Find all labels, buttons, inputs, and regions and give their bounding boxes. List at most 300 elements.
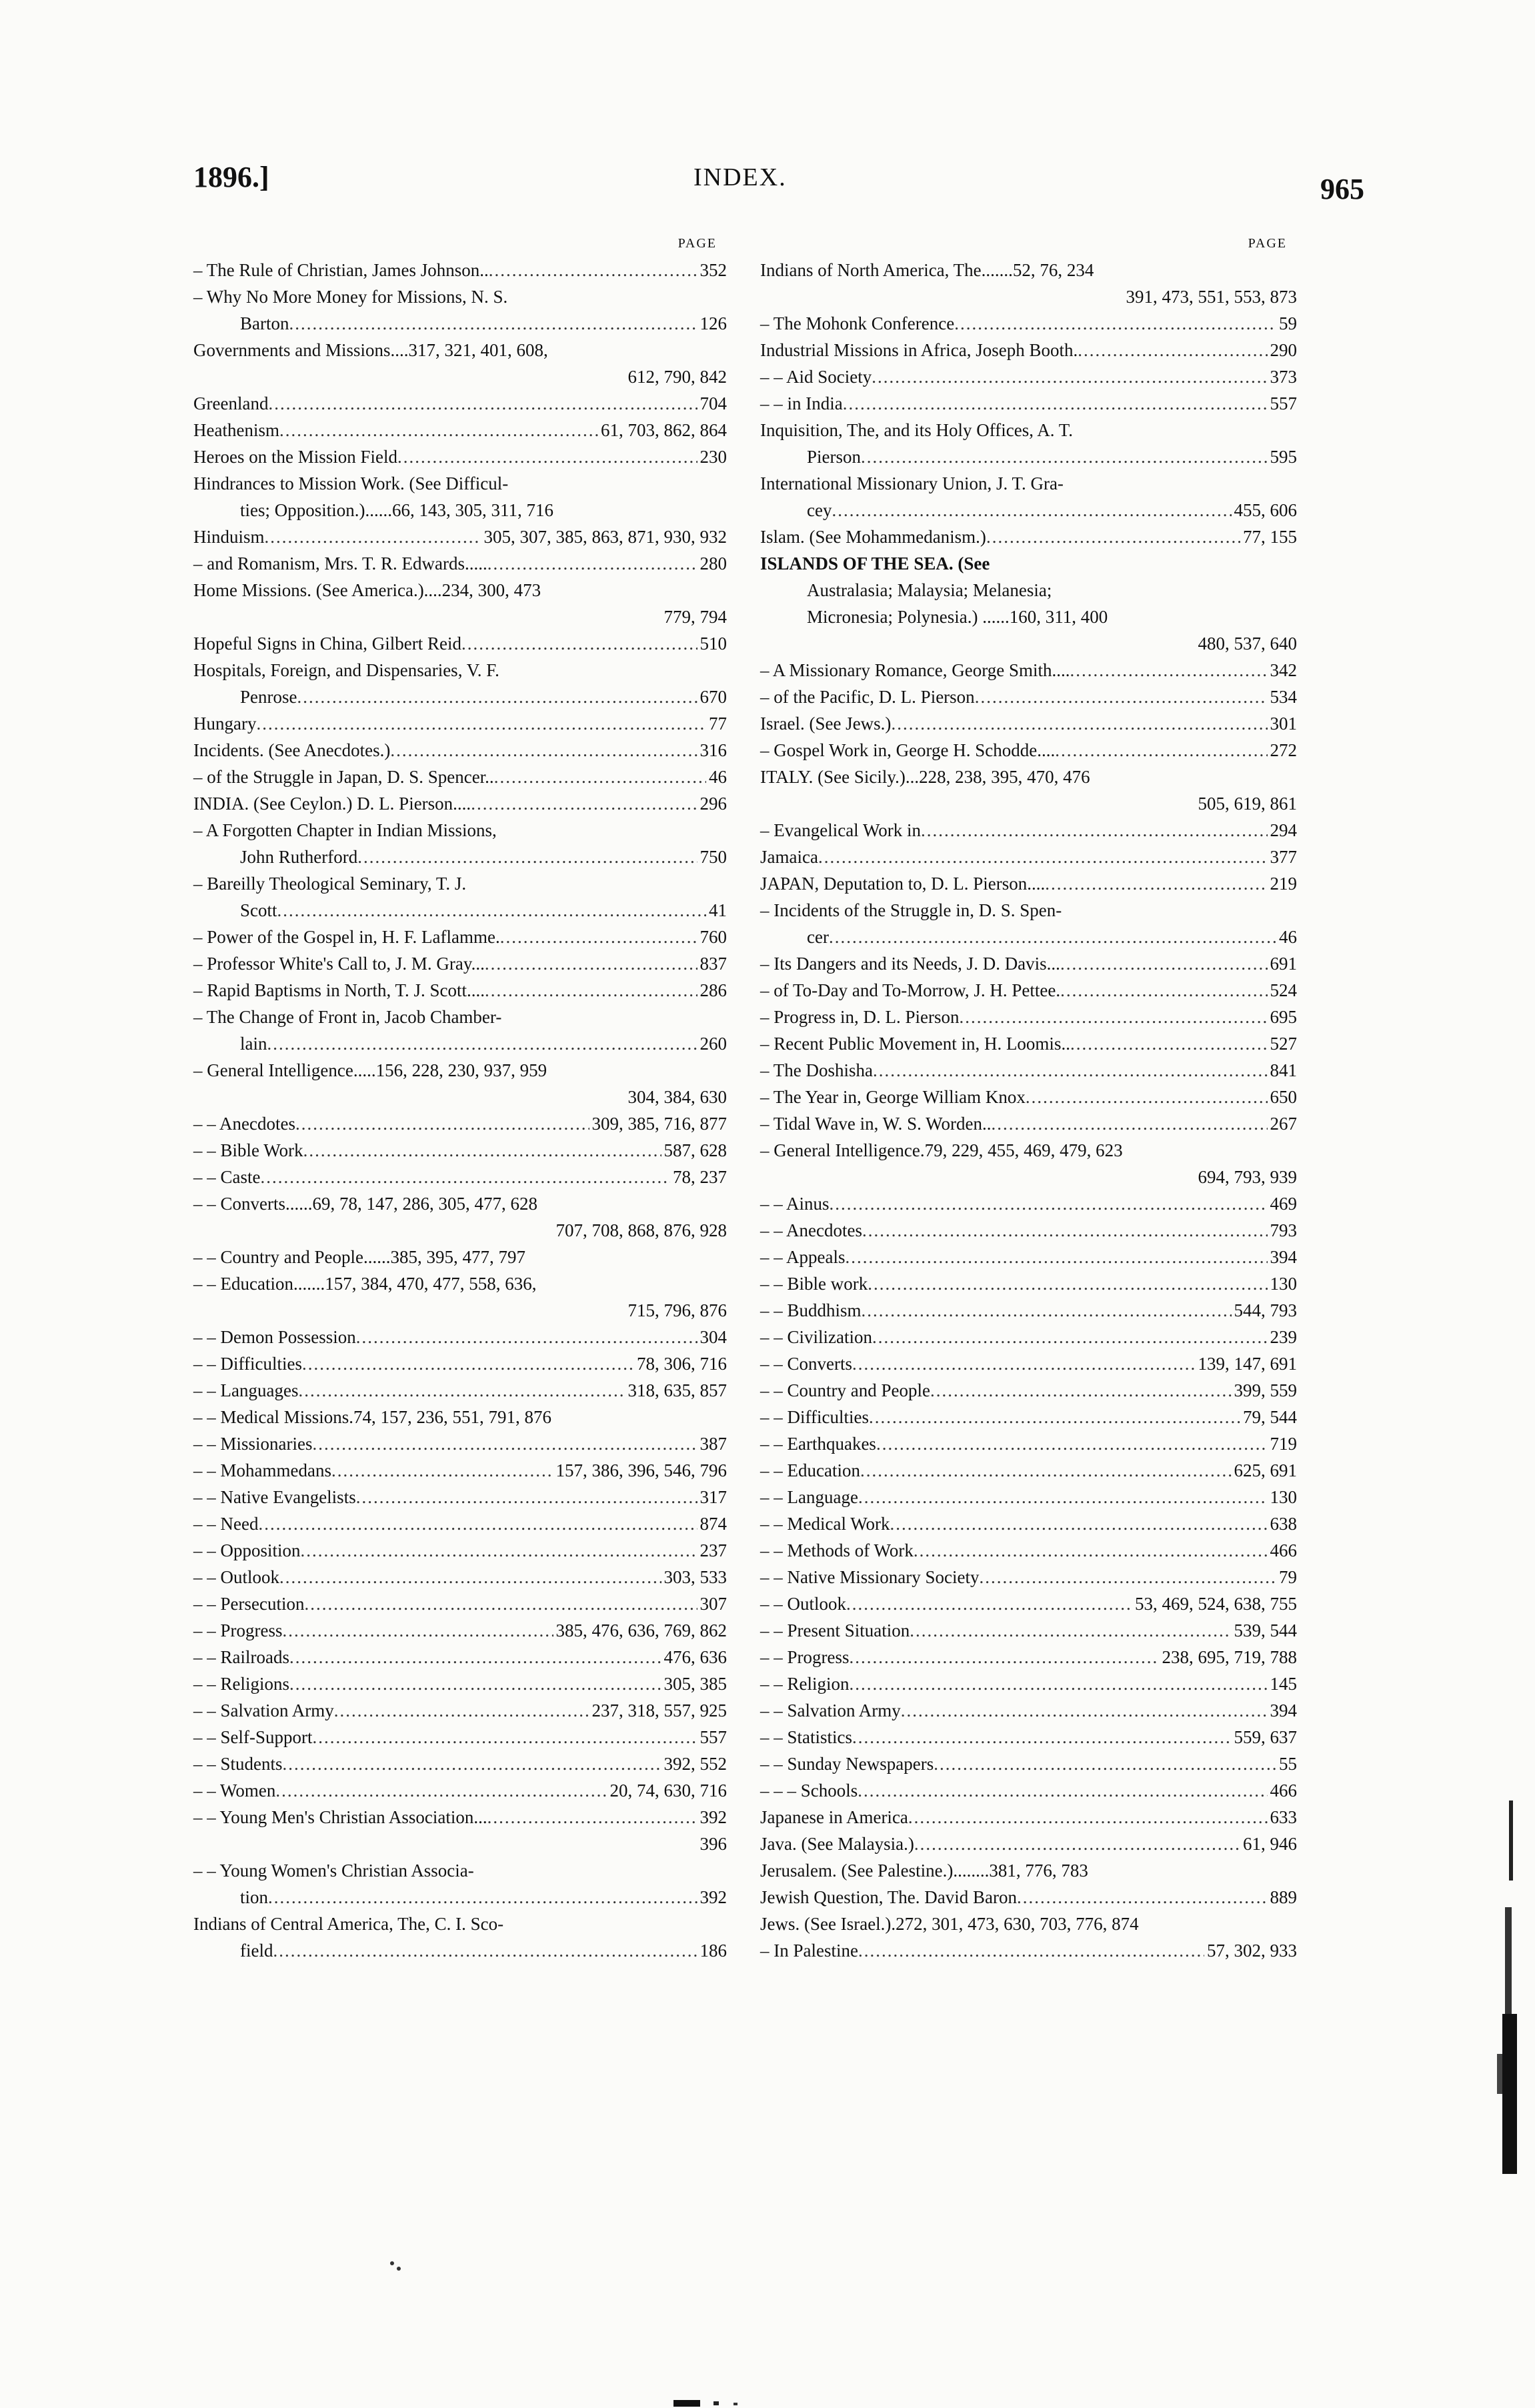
- index-entry-text: – – Students: [193, 1754, 283, 1774]
- index-entry: [760, 523, 1297, 550]
- index-entry: [193, 1617, 727, 1644]
- index-entry: [760, 924, 1297, 950]
- leader-dots: [852, 1350, 1196, 1377]
- index-entry-text: tion: [240, 1887, 269, 1907]
- leader-dots: [1060, 950, 1268, 977]
- index-entry-pages: 793: [1270, 1220, 1297, 1240]
- index-entry-pages: 307: [699, 1594, 727, 1614]
- index-entry: [760, 1484, 1297, 1510]
- index-entry-text: – – Persecution: [193, 1594, 305, 1614]
- index-entry: [760, 1831, 1297, 1857]
- index-entry: [193, 1430, 727, 1457]
- index-entry: [760, 710, 1297, 737]
- index-entry: [193, 577, 727, 604]
- index-entry-pages: 309, 385, 716, 877: [591, 1114, 727, 1134]
- index-entry-text: Jewish Question, The. David Baron: [760, 1887, 1017, 1907]
- leader-dots: [891, 710, 1267, 737]
- index-entry-text: JAPAN, Deputation to, D. L. Pierson....: [760, 874, 1046, 894]
- leader-dots: [1055, 737, 1267, 764]
- index-entry: [760, 1004, 1297, 1030]
- index-entry: [760, 1430, 1297, 1457]
- index-entry-pages: 650: [1270, 1087, 1297, 1107]
- index-entry: [760, 1457, 1297, 1484]
- index-entry-pages: 130: [1270, 1274, 1297, 1294]
- index-entry: [760, 1244, 1297, 1270]
- index-entry: [193, 1510, 727, 1537]
- index-entry-pages: 41: [709, 900, 727, 920]
- index-entry-text: Hinduism: [193, 527, 265, 547]
- index-entry-text: – – Country and People......385, 395, 477, 797: [193, 1247, 525, 1267]
- index-entry: [760, 737, 1297, 764]
- leader-dots: [908, 1804, 1268, 1831]
- index-entry-pages: 79, 544: [1243, 1407, 1297, 1427]
- index-entry-text: – – Religion: [760, 1674, 850, 1694]
- index-entry: [193, 337, 727, 363]
- index-entry-text: – The Mohonk Conference: [760, 313, 955, 333]
- index-entry-text: – – Native Missionary Society: [760, 1567, 980, 1587]
- index-entry-text: International Missionary Union, J. T. Gra-: [760, 473, 1064, 493]
- index-entry: [193, 310, 727, 337]
- index-column-left: [193, 230, 727, 1964]
- leader-dots: [279, 417, 598, 443]
- index-entry-pages: 57, 302, 933: [1207, 1941, 1297, 1961]
- leader-dots: [852, 1724, 1231, 1750]
- leader-dots: [313, 1724, 697, 1750]
- leader-dots: [910, 1617, 1231, 1644]
- index-entry-text: Scott: [240, 900, 277, 920]
- index-entry-text: – The Change of Front in, Jacob Chamber-: [193, 1007, 502, 1027]
- index-entry: [193, 470, 727, 497]
- leader-dots: [256, 710, 706, 737]
- index-entry-text: – Professor White's Call to, J. M. Gray...: [193, 954, 485, 974]
- index-entry-pages: 587, 628: [663, 1140, 727, 1160]
- index-entry: [193, 1857, 727, 1884]
- index-entry-pages: 20, 74, 630, 716: [609, 1780, 727, 1800]
- index-entry: [760, 1270, 1297, 1297]
- index-entry: [193, 764, 727, 790]
- index-entry-pages: 130: [1270, 1487, 1297, 1507]
- index-entry-pages: 342: [1270, 660, 1297, 680]
- index-entry-text: – – Demon Possession: [193, 1327, 356, 1347]
- index-entry: [193, 870, 727, 897]
- index-entry-pages: 466: [1270, 1780, 1297, 1800]
- index-entry-pages: 691: [1270, 954, 1297, 974]
- index-entry-text: Governments and Missions....317, 321, 401, 608,: [193, 340, 548, 360]
- index-entry-pages: 61, 946: [1243, 1834, 1297, 1854]
- index-entry-text: – – Need: [193, 1514, 259, 1534]
- leader-dots: [954, 310, 1276, 337]
- index-entry: [760, 950, 1297, 977]
- index-entry: [760, 257, 1297, 283]
- index-entry: [193, 657, 727, 684]
- index-entry-pages: 534: [1270, 687, 1297, 707]
- index-entry-text: – – Ainus: [760, 1194, 830, 1214]
- index-entry: [760, 1297, 1297, 1324]
- index-entry-pages: 392: [699, 1807, 727, 1827]
- index-entry-text: Hungary: [193, 714, 257, 734]
- index-entry-text: – – Appeals: [760, 1247, 846, 1267]
- leader-dots: [1026, 1084, 1268, 1110]
- index-entry-text: cer: [807, 927, 829, 947]
- index-entry-text: – – Outlook: [760, 1594, 847, 1614]
- index-entry-text: – Evangelical Work in: [760, 820, 922, 840]
- index-entry: [193, 1564, 727, 1590]
- index-entry-text: Indians of Central America, The, C. I. Sco-: [193, 1914, 504, 1934]
- index-entry-pages: 399, 559: [1234, 1380, 1297, 1400]
- index-entry: [760, 1030, 1297, 1057]
- index-entry: [760, 1110, 1297, 1137]
- index-entry-pages: 79: [1279, 1567, 1297, 1587]
- leader-dots: [862, 1217, 1268, 1244]
- leader-dots: [265, 523, 481, 550]
- index-entry: [193, 1590, 727, 1617]
- index-entry-pages: 59: [1279, 313, 1297, 333]
- index-entry: [193, 844, 727, 870]
- index-entry-pages: 272: [1270, 740, 1297, 760]
- index-entry-pages: 874: [699, 1514, 727, 1534]
- index-entry-text: Islam. (See Mohammedanism.): [760, 527, 986, 547]
- index-continuation: 304, 384, 630: [627, 1087, 727, 1107]
- index-entry-pages: 303, 533: [663, 1567, 727, 1587]
- leader-dots: [357, 844, 697, 870]
- index-entry-text: – – Anecdotes: [193, 1114, 295, 1134]
- leader-dots: [830, 1190, 1268, 1217]
- index-entry-pages: 46: [1279, 927, 1297, 947]
- index-entry: [760, 1190, 1297, 1217]
- index-entry: [760, 1510, 1297, 1537]
- index-entry-pages: 61, 703, 862, 864: [601, 420, 727, 440]
- index-entry-text: ISLANDS OF THE SEA. (See: [760, 553, 990, 573]
- index-entry: [760, 764, 1297, 790]
- leader-dots: [846, 1590, 1132, 1617]
- index-entry-pages: 510: [699, 634, 727, 654]
- index-entry-text: – – Methods of Work: [760, 1540, 914, 1560]
- index-continuation: 779, 794: [663, 607, 727, 627]
- leader-dots: [471, 790, 697, 817]
- index-entry: [193, 790, 727, 817]
- index-entry: [193, 550, 727, 577]
- index-entry: [760, 1884, 1297, 1911]
- index-entry: [760, 1777, 1297, 1804]
- index-entry-text: Industrial Missions in Africa, Joseph Booth.: [760, 340, 1078, 360]
- index-continuation: 612, 790, 842: [627, 367, 727, 387]
- leader-dots: [487, 1804, 697, 1831]
- leader-dots: [298, 1377, 625, 1404]
- leader-dots: [277, 897, 706, 924]
- index-entry: [193, 737, 727, 764]
- leader-dots: [846, 1244, 1268, 1270]
- index-entry-pages: 286: [699, 980, 727, 1000]
- index-entry: [760, 844, 1297, 870]
- leader-dots: [334, 1697, 589, 1724]
- index-entry-text: – – Young Men's Christian Association...: [193, 1807, 487, 1827]
- index-entry-text: Jerusalem. (See Palestine.)........381, 776, 783: [760, 1861, 1088, 1881]
- index-entry-text: – Recent Public Movement in, H. Loomis..: [760, 1034, 1070, 1054]
- leader-dots: [901, 1697, 1268, 1724]
- leader-dots: [876, 1430, 1268, 1457]
- index-entry: [193, 1350, 727, 1377]
- index-entry: [760, 1937, 1297, 1964]
- index-entry-pages: 760: [699, 927, 727, 947]
- index-entry: [760, 497, 1297, 523]
- index-entry-pages: 317: [699, 1487, 727, 1507]
- index-entry-pages: 595: [1270, 447, 1297, 467]
- index-entry: [760, 604, 1297, 630]
- index-entry-text: – – Self-Support: [193, 1727, 313, 1747]
- index-entry: [193, 817, 727, 844]
- index-entry-pages: 373: [1270, 367, 1297, 387]
- index-entry-text: – – Progress: [760, 1647, 850, 1667]
- index-entry-pages: 294: [1270, 820, 1297, 840]
- leader-dots: [295, 1110, 589, 1137]
- index-continuation: 396: [699, 1834, 727, 1854]
- leader-dots: [313, 1430, 697, 1457]
- leader-dots: [960, 1004, 1268, 1030]
- index-entry: [193, 1164, 727, 1190]
- leader-dots: [858, 1937, 1204, 1964]
- index-entry-text: – and Romanism, Mrs. T. R. Edwards.....: [193, 553, 487, 573]
- running-head-year: 1896.]: [193, 161, 269, 193]
- index-entry-text: – – Education.......157, 384, 470, 477, 558, 636,: [193, 1274, 537, 1294]
- index-entry: [193, 950, 727, 977]
- index-entry-text: cey: [807, 500, 832, 520]
- leader-dots: [268, 1884, 697, 1911]
- leader-dots: [986, 523, 1240, 550]
- leader-dots: [921, 817, 1267, 844]
- index-entry-pages: 466: [1270, 1540, 1297, 1560]
- index-entry-text: – – Country and People: [760, 1380, 930, 1400]
- index-entry-pages: 126: [699, 313, 727, 333]
- leader-dots: [818, 844, 1268, 870]
- index-entry-text: – A Missionary Romance, George Smith....: [760, 660, 1070, 680]
- leader-dots: [850, 1670, 1268, 1697]
- index-entry-pages: 670: [699, 687, 727, 707]
- index-entry: [760, 390, 1297, 417]
- index-entry-text: – – Young Women's Christian Associa-: [193, 1861, 474, 1881]
- index-entry-pages: 267: [1270, 1114, 1297, 1134]
- index-entry-text: Incidents. (See Anecdotes.): [193, 740, 391, 760]
- index-entry-pages: 469: [1270, 1194, 1297, 1214]
- index-entry: [193, 1404, 727, 1430]
- leader-dots: [302, 1350, 634, 1377]
- index-entry-text: – – Languages: [193, 1380, 299, 1400]
- index-entry-pages: 392: [699, 1887, 727, 1907]
- index-entry: [760, 443, 1297, 470]
- index-entry-pages: 394: [1270, 1700, 1297, 1720]
- index-entry-text: Micronesia; Polynesia.) ......160, 311, 400: [807, 607, 1108, 627]
- leader-dots: [843, 390, 1268, 417]
- index-entry-text: – Tidal Wave in, W. S. Worden..: [760, 1114, 992, 1134]
- index-entry: [193, 1377, 727, 1404]
- leader-dots: [1070, 1030, 1268, 1057]
- index-entry-text: – Incidents of the Struggle in, D. S. Spen-: [760, 900, 1062, 920]
- leader-dots: [297, 684, 697, 710]
- index-entry-text: – Power of the Gospel in, H. F. Laflamme.: [193, 927, 500, 947]
- leader-dots: [397, 443, 697, 470]
- index-entry-text: Australasia; Malaysia; Melanesia;: [807, 580, 1052, 600]
- index-entry: [760, 1617, 1297, 1644]
- index-entry-pages: 260: [699, 1034, 727, 1054]
- index-entry-pages: 77: [709, 714, 727, 734]
- index-entry-pages: 305, 385: [663, 1674, 727, 1694]
- index-entry-text: – – Bible Work: [193, 1140, 303, 1160]
- index-entry-text: ties; Opposition.)......66, 143, 305, 311, 716: [240, 500, 553, 520]
- index-entry-pages: 301: [1270, 714, 1297, 734]
- index-continuation: 480, 537, 640: [1198, 634, 1297, 654]
- index-entry-text: – – Language: [760, 1487, 858, 1507]
- index-entry: [760, 470, 1297, 497]
- index-entry-pages: 719: [1270, 1434, 1297, 1454]
- index-entry-pages: 544, 793: [1234, 1300, 1297, 1320]
- index-entry-pages: 145: [1270, 1674, 1297, 1694]
- leader-dots: [858, 1777, 1267, 1804]
- index-entry-text: Jews. (See Israel.).272, 301, 473, 630, 703, 776, 874: [760, 1914, 1139, 1934]
- leader-dots: [494, 764, 706, 790]
- index-entry-text: Israel. (See Jews.): [760, 714, 892, 734]
- index-entry-text: Heathenism: [193, 420, 279, 440]
- index-entry-text: – – Religions: [193, 1674, 290, 1694]
- index-continuation: 707, 708, 868, 876, 928: [555, 1220, 727, 1240]
- index-entry-text: – of the Struggle in Japan, D. S. Spencer..: [193, 767, 494, 787]
- index-entry: [760, 577, 1297, 604]
- index-entry: [760, 684, 1297, 710]
- index-entry: [193, 1937, 727, 1964]
- index-entry: [193, 710, 727, 737]
- index-entry: [193, 1030, 727, 1057]
- leader-dots: [356, 1484, 697, 1510]
- leader-dots: [829, 924, 1276, 950]
- index-entry: [193, 523, 727, 550]
- index-entry: [193, 897, 727, 924]
- index-entry: [193, 1884, 727, 1911]
- index-entry-text: – – – Schools: [760, 1780, 858, 1800]
- index-entry: [193, 924, 727, 950]
- index-entry-text: field: [240, 1941, 273, 1961]
- index-entry-text: – The Year in, George William Knox: [760, 1087, 1026, 1107]
- leader-dots: [979, 1564, 1276, 1590]
- index-entry-pages: 230: [699, 447, 727, 467]
- index-entry-pages: 77, 155: [1243, 527, 1297, 547]
- index-entry: [193, 1004, 727, 1030]
- leader-dots: [1017, 1884, 1268, 1911]
- index-entry-text: Greenland: [193, 393, 269, 413]
- leader-dots: [873, 1057, 1268, 1084]
- leader-dots: [485, 977, 697, 1004]
- index-entry-pages: 237: [699, 1540, 727, 1560]
- page-column-label: PAGE: [677, 236, 717, 251]
- index-entry: [760, 1217, 1297, 1244]
- index-entry: [760, 1750, 1297, 1777]
- leader-dots: [273, 1937, 697, 1964]
- leader-dots: [930, 1377, 1232, 1404]
- leader-dots: [268, 390, 697, 417]
- index-entry: [193, 1911, 727, 1937]
- index-entry-pages: 186: [699, 1941, 727, 1961]
- index-entry: [760, 417, 1297, 443]
- leader-dots: [461, 630, 697, 657]
- leader-dots: [861, 443, 1268, 470]
- index-entry-pages: 559, 637: [1234, 1727, 1297, 1747]
- index-entry-text: – – Difficulties: [760, 1407, 869, 1427]
- index-entry-pages: 704: [699, 393, 727, 413]
- index-entry-text: INDIA. (See Ceylon.) D. L. Pierson....: [193, 794, 471, 814]
- index-entry: [760, 550, 1297, 577]
- index-entry: [193, 1697, 727, 1724]
- stray-ink-mark: [387, 2259, 407, 2273]
- leader-dots: [283, 1750, 661, 1777]
- index-entry: [193, 1244, 727, 1270]
- leader-dots: [356, 1324, 697, 1350]
- index-entry-text: – – Railroads: [193, 1647, 289, 1667]
- index-entry-text: – of the Pacific, D. L. Pierson: [760, 687, 975, 707]
- index-entry: [193, 1484, 727, 1510]
- index-entry-text: – – Progress: [193, 1620, 283, 1640]
- index-entry: [193, 1777, 727, 1804]
- index-entry-pages: 237, 318, 557, 925: [591, 1700, 727, 1720]
- index-entry-text: – – Aid Society: [760, 367, 872, 387]
- index-entry-pages: 316: [699, 740, 727, 760]
- index-entry-pages: 46: [709, 767, 727, 787]
- leader-dots: [991, 1110, 1267, 1137]
- index-entry-pages: 238, 695, 719, 788: [1162, 1647, 1297, 1667]
- index-entry-text: – – Caste: [193, 1167, 261, 1187]
- index-entry-text: – – Outlook: [193, 1567, 280, 1587]
- index-continuation: 715, 796, 876: [627, 1300, 727, 1320]
- leader-dots: [832, 497, 1231, 523]
- index-entry-text: – – Salvation Army: [193, 1700, 334, 1720]
- index-entry-pages: 55: [1279, 1754, 1297, 1774]
- index-entry-pages: 318, 635, 857: [627, 1380, 727, 1400]
- index-entry: [193, 1324, 727, 1350]
- index-entry-text: – – Education: [760, 1460, 860, 1480]
- leader-dots: [914, 1831, 1240, 1857]
- leader-dots: [303, 1137, 661, 1164]
- index-entry: [193, 1457, 727, 1484]
- index-entry-text: – The Rule of Christian, James Johnson..: [193, 260, 489, 280]
- leader-dots: [283, 1617, 553, 1644]
- index-entry-pages: 280: [699, 553, 727, 573]
- index-column-right: [760, 230, 1297, 1964]
- index-entry-pages: 889: [1270, 1887, 1297, 1907]
- index-entry-text: – Bareilly Theological Seminary, T. J.: [193, 874, 467, 894]
- index-entry-pages: 78, 237: [673, 1167, 727, 1187]
- index-entry-text: – – Converts: [760, 1354, 852, 1374]
- index-entry-text: – Rapid Baptisms in North, T. J. Scott....: [193, 980, 485, 1000]
- index-entry-text: – – Sunday Newspapers: [760, 1754, 934, 1774]
- index-entry-pages: 625, 691: [1234, 1460, 1297, 1480]
- index-entry: [193, 1270, 727, 1297]
- index-entry-pages: 557: [1270, 393, 1297, 413]
- index-entry-text: Hindrances to Mission Work. (See Difficul-: [193, 473, 509, 493]
- leader-dots: [860, 1457, 1232, 1484]
- index-entry-text: – Progress in, D. L. Pierson: [760, 1007, 960, 1027]
- margin-scan-artifact: [1490, 1774, 1524, 2187]
- leader-dots: [914, 1537, 1268, 1564]
- leader-dots: [331, 1457, 553, 1484]
- leader-dots: [975, 684, 1268, 710]
- index-entry-pages: 837: [699, 954, 727, 974]
- index-entry-text: – – Present Situation: [760, 1620, 910, 1640]
- index-entry-pages: 527: [1270, 1034, 1297, 1054]
- running-head-title: INDEX.: [693, 163, 787, 191]
- index-entry: [760, 1724, 1297, 1750]
- leader-dots: [1060, 977, 1267, 1004]
- index-entry-pages: 139, 147, 691: [1198, 1354, 1297, 1374]
- index-entry-pages: 750: [699, 847, 727, 867]
- index-entry-pages: 377: [1270, 847, 1297, 867]
- index-entry-pages: 539, 544: [1234, 1620, 1297, 1640]
- index-entry: [760, 1911, 1297, 1937]
